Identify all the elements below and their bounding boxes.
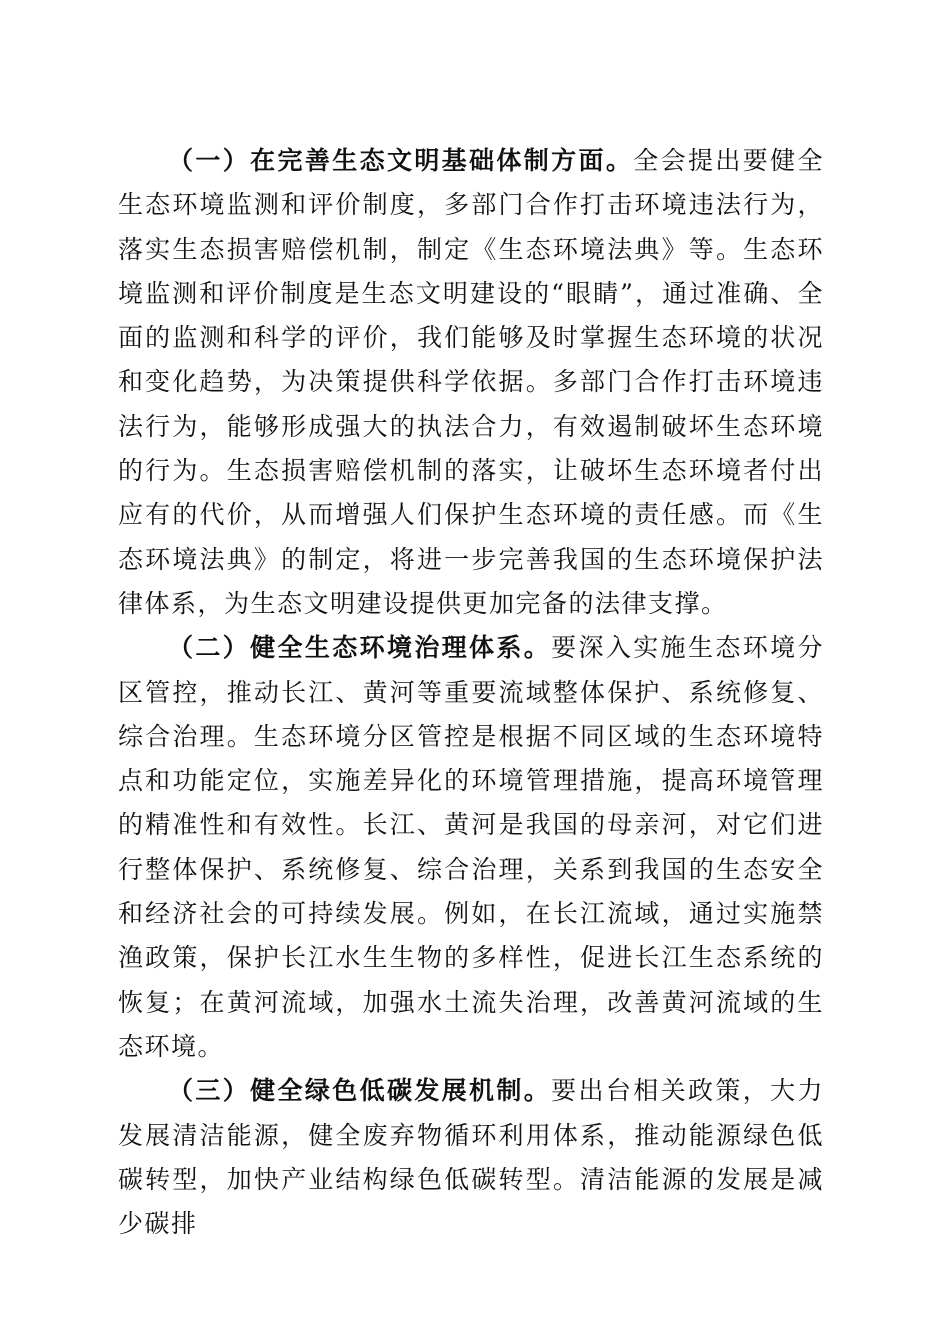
paragraph-2: [118, 626, 824, 1069]
paragraph-3: [118, 1069, 824, 1246]
paragraph-3-heading: （三）健全绿色低碳发展机制。: [168, 1076, 552, 1106]
paragraph-2-heading: （二）健全生态环境治理体系。: [168, 633, 552, 663]
paragraph-1-heading: （一）在完善生态文明基础体制方面。: [168, 146, 634, 175]
paragraph-2-text: 要深入实施生态环境分区管控，推动长江、黄河等重要流域整体保护、系统修复、综合治理。生态环境分区管控是根据不同区域的生态环境特点和功能定位，实施差异化的环境管理措施，提高环境管理的精准性和有效性。长江、黄河是我国的母亲河，对它们进行整体保护、系统修复、综合治理，关系到我国的生态安全和经济社会的可持续发展。例如，在长江流域，通过实施禁渔政策，保护长江水生生物的多样性，促进长江生态系统的恢复；在黄河流域，加强水土流失治理，改善黄河流域的生态环境。: [118, 633, 824, 1061]
paragraph-1: [118, 139, 824, 626]
paragraph-1-text: 全会提出要健全生态环境监测和评价制度，多部门合作打击环境违法行为，落实生态损害赔偿机制，制定《生态环境法典》等。生态环境监测和评价制度是生态文明建设的“眼睛”，通过准确、全面的监测和科学的评价，我们能够及时掌握生态环境的状况和变化趋势，为决策提供科学依据。多部门合作打击环境违法行为，能够形成强大的执法合力，有效遏制破坏生态环境的行为。生态损害赔偿机制的落实，让破坏生态环境者付出应有的代价，从而增强人们保护生态环境的责任感。而《生态环境法典》的制定，将进一步完善我国的生态环境保护法律体系，为生态文明建设提供更加完备的法律支撑。: [118, 146, 824, 618]
paragraph-3-text: 要出台相关政策，大力发展清洁能源，健全废弃物循环利用体系，推动能源绿色低碳转型，加快产业结构绿色低碳转型。清洁能源的发展是减少碳排: [118, 1076, 824, 1239]
document-body: [118, 139, 824, 1246]
